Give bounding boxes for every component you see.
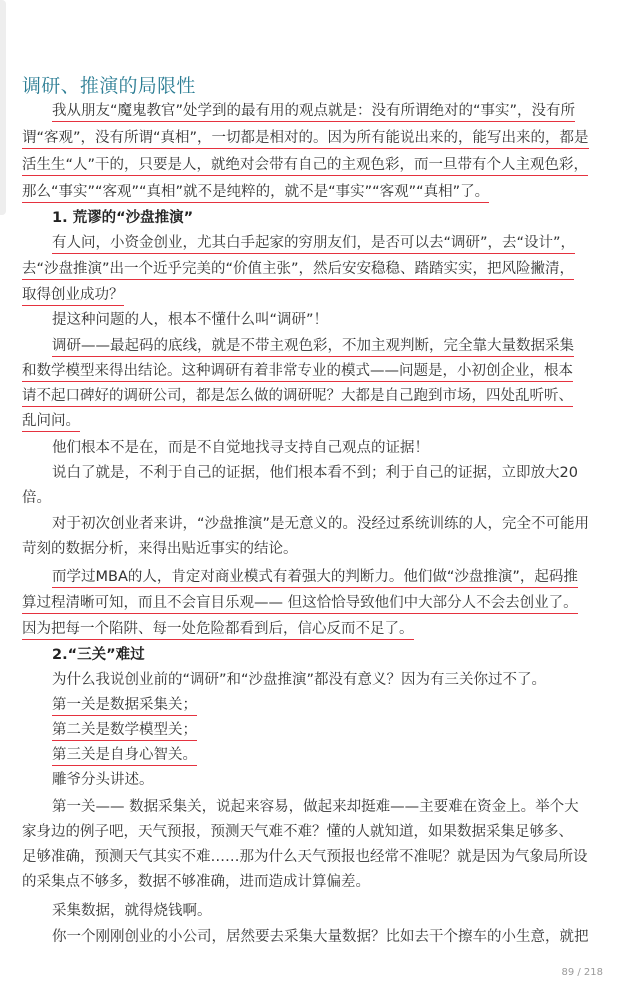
section-title: 调研、推演的局限性 xyxy=(22,75,196,97)
text-line: 乱问问。 xyxy=(22,413,80,432)
text-line: 活生生“人”干的，只要是人，就绝对会带有自己的主观色彩，而一旦带有个人主观色彩， xyxy=(22,157,588,176)
text-line: 我从朋友“魔鬼教官”处学到的最有用的观点就是：没有所谓绝对的“事实”，没有所 xyxy=(52,103,575,122)
text-line: 而学过MBA的人，肯定对商业模式有着强大的判断力。他们做“沙盘推演”，起码推 xyxy=(52,569,578,588)
list-item: 第三关是自身心智关。 xyxy=(52,747,197,766)
side-edge-tab[interactable] xyxy=(0,0,6,215)
text-line: 苛刻的数据分析，来得出贴近事实的结论。 xyxy=(22,541,298,557)
text-line: 家身边的例子吧，天气预报，预测天气难不难？懂的人就知道，如果数据采集足够多、 xyxy=(22,824,573,840)
paragraph-small-company: 你一个刚刚创业的小公司，居然要去采集大量数据？比如去干个擦车的小生意，就把 xyxy=(52,929,589,945)
text-line: 算过程清晰可知，而且不会盲目乐观—— 但这恰恰导致他们中大部分人不会去创业了。 xyxy=(22,595,578,614)
paragraph-burn-money: 采集数据，就得烧钱啊。 xyxy=(52,903,212,919)
text-line: 和数学模型来得出结论。这种调研有着非常专业的模式——问题是，小初创企业，根本 xyxy=(22,363,573,382)
text-line: 的采集点不够多，数据不够准确，进而造成计算偏差。 xyxy=(22,874,370,890)
text-line: 那么“事实”“客观”“真相”就不是纯粹的，就不是“事实”“客观”“真相”了。 xyxy=(22,184,489,203)
paragraph-why: 为什么我说创业前的“调研”和“沙盘推演”都没有意义？因为有三关你过不了。 xyxy=(52,672,547,688)
heading-sandbox: 1. 荒谬的“沙盘推演” xyxy=(52,210,194,226)
paragraph-explain: 雕爷分头讲述。 xyxy=(52,772,154,788)
text-line: 请不起口碑好的调研公司，都是怎么做的调研呢？大都是自己跑到市场，四处乱听听、 xyxy=(22,388,573,407)
text-line: 取得创业成功？ xyxy=(22,287,124,306)
text-line: 因为把每一个陷阱、每一处危险都看到后，信心反而不足了。 xyxy=(22,621,414,640)
text-line: 第一关—— 数据采集关，说起来容易，做起来却挺难——主要难在资金上。举个大 xyxy=(52,799,579,815)
text-line: 说白了就是，不利于自己的证据，他们根本看不到；利于自己的证据，立即放大20 xyxy=(52,465,578,481)
list-item: 第二关是数学模型关； xyxy=(52,722,197,741)
text-line: 对于初次创业者来讲，“沙盘推演”是无意义的。没经过系统训练的人，完全不可能用 xyxy=(52,516,590,532)
text-line: 倍。 xyxy=(22,490,51,506)
paragraph-evidence: 他们根本不是在，而是不自觉地找寻支持自己观点的证据！ xyxy=(52,440,429,456)
text-line: 去“沙盘推演”出一个近乎完美的“价值主张”，然后安安稳稳、踏踏实实，把风险撇清， xyxy=(22,261,574,280)
page-number: 89 / 218 xyxy=(561,967,603,978)
text-line: 足够准确，预测天气其实不难……那为什么天气预报也经常不准呢？就是因为气象局所设 xyxy=(22,849,588,865)
list-item: 第一关是数据采集关； xyxy=(52,697,197,716)
text-line: 谓“客观”，没有所谓“真相”，一切都是相对的。因为所有能说出来的，能写出来的，都是 xyxy=(22,130,589,149)
heading-three-gates: 2.“三关”难过 xyxy=(52,647,145,663)
text-line: 调研——最起码的底线，就是不带主观色彩，不加主观判断，完全靠大量数据采集 xyxy=(52,338,574,357)
paragraph-research: 提这种问题的人，根本不懂什么叫“调研”！ xyxy=(52,312,329,328)
text-line: 有人问，小资金创业，尤其白手起家的穷朋友们，是否可以去“调研”，去“设计”， xyxy=(52,235,575,254)
